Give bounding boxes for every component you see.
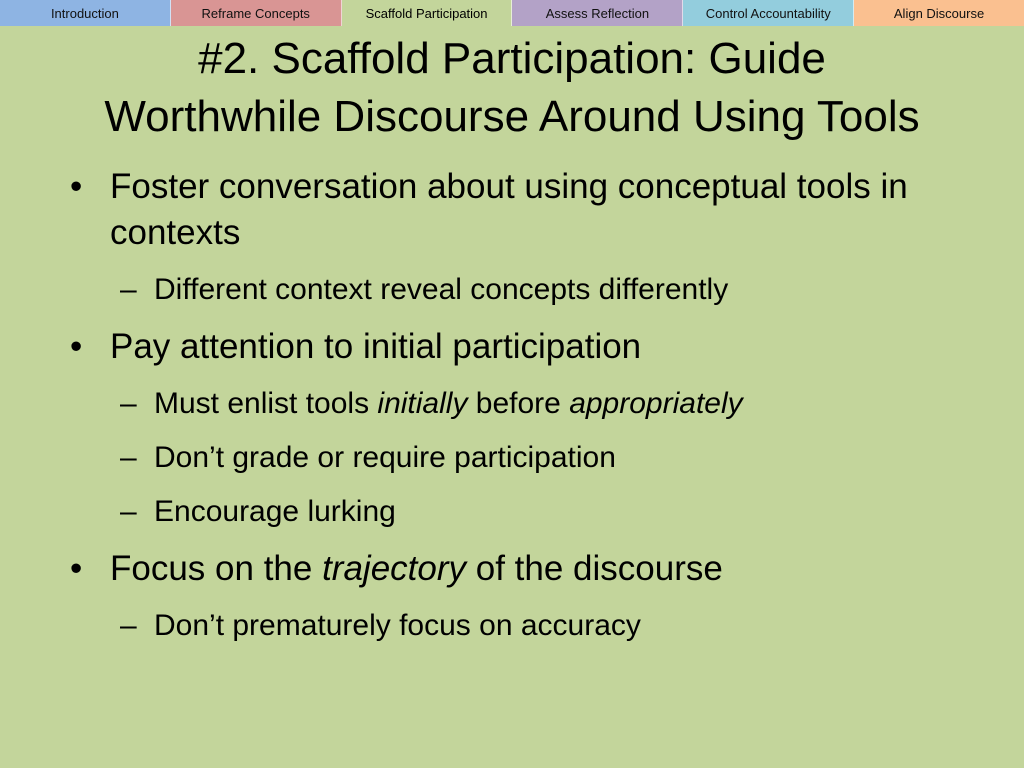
sub-bullet-text-pre: Must enlist tools bbox=[154, 387, 378, 420]
sub-bullet-marker: – bbox=[120, 609, 137, 642]
slide-body bbox=[70, 164, 970, 660]
nav-tab-introduction[interactable]: Introduction bbox=[0, 0, 171, 26]
slide-title bbox=[0, 30, 1024, 146]
nav-tab-align-discourse[interactable]: Align Discourse bbox=[854, 0, 1024, 26]
bullet-text: Pay attention to initial participation bbox=[110, 327, 642, 366]
nav-tab-assess-reflection[interactable]: Assess Reflection bbox=[512, 0, 683, 26]
sub-bullet-item bbox=[70, 438, 970, 478]
nav-tab-control-accountability[interactable]: Control Accountability bbox=[683, 0, 854, 26]
bullet-item bbox=[70, 546, 970, 592]
emphasis-appropriately: appropriately bbox=[569, 387, 743, 420]
bullet-item bbox=[70, 324, 970, 370]
section-nav bbox=[0, 0, 1024, 26]
sub-bullet-text: Don’t grade or require participation bbox=[154, 441, 616, 474]
sub-bullet-item bbox=[70, 270, 970, 310]
sub-bullet-text: Encourage lurking bbox=[154, 495, 396, 528]
sub-bullet-item bbox=[70, 492, 970, 532]
bullet-text-post: of the discourse bbox=[466, 549, 723, 588]
emphasis-trajectory: trajectory bbox=[322, 549, 467, 588]
sub-bullet-marker: – bbox=[120, 273, 137, 306]
sub-bullet-text: Don’t prematurely focus on accuracy bbox=[154, 609, 641, 642]
nav-tab-scaffold-participation[interactable]: Scaffold Participation bbox=[342, 0, 513, 26]
emphasis-initially: initially bbox=[377, 387, 468, 420]
bullet-text-pre: Focus on the bbox=[110, 549, 323, 588]
sub-bullet-marker: – bbox=[120, 441, 137, 474]
bullet-text: Foster conversation about using conceptual tools in contexts bbox=[110, 167, 908, 252]
nav-tab-reframe-concepts[interactable]: Reframe Concepts bbox=[171, 0, 342, 26]
sub-bullet-text: Different context reveal concepts differently bbox=[154, 273, 729, 306]
slide-title-line-2: Worthwhile Discourse Around Using Tools bbox=[104, 92, 920, 141]
sub-bullet-item bbox=[70, 606, 970, 646]
sub-bullet-marker: – bbox=[120, 495, 137, 528]
bullet-marker: • bbox=[70, 549, 83, 588]
sub-bullet-marker: – bbox=[120, 387, 137, 420]
sub-bullet-text-mid: before bbox=[467, 387, 570, 420]
bullet-item bbox=[70, 164, 970, 256]
slide-title-line-1: #2. Scaffold Participation: Guide bbox=[198, 34, 826, 83]
sub-bullet-item bbox=[70, 384, 970, 424]
bullet-marker: • bbox=[70, 167, 83, 206]
bullet-marker: • bbox=[70, 327, 83, 366]
